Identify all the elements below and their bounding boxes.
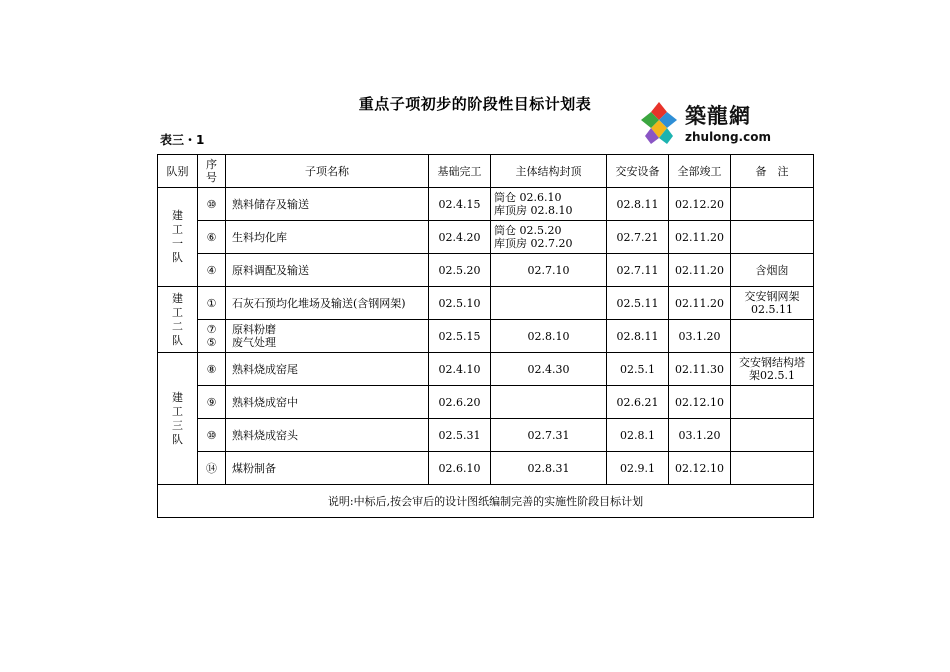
row-number: ⑧	[198, 353, 226, 386]
completion-date: 03.1.20	[669, 320, 731, 353]
item-name: 熟料烧成窑中	[226, 386, 429, 419]
equipment-date: 02.8.1	[607, 419, 669, 452]
note-row	[158, 485, 814, 518]
remark	[731, 221, 814, 254]
row-number: ①	[198, 287, 226, 320]
item-name: 原料粉磨 废气处理	[226, 320, 429, 353]
row-number: ④	[198, 254, 226, 287]
foundation-date: 02.6.20	[429, 386, 491, 419]
table-number: 表三・1	[160, 133, 205, 147]
logo-name: 築龍網	[685, 104, 751, 128]
completion-date: 02.11.20	[669, 221, 731, 254]
remark	[731, 188, 814, 221]
row-number: ⑭	[198, 452, 226, 485]
header-structure: 主体结构封顶	[491, 155, 607, 188]
team-cell: 建 工 一 队	[158, 188, 198, 287]
equipment-date: 02.9.1	[607, 452, 669, 485]
equipment-date: 02.5.1	[607, 353, 669, 386]
row-number: ⑥	[198, 221, 226, 254]
header-remark: 备 注	[731, 155, 814, 188]
structure-date: 02.4.30	[491, 353, 607, 386]
header-completion: 全部竣工	[669, 155, 731, 188]
structure-date: 02.8.10	[491, 320, 607, 353]
header-item-name: 子项名称	[226, 155, 429, 188]
completion-date: 02.11.20	[669, 287, 731, 320]
structure-date: 02.7.10	[491, 254, 607, 287]
zhulong-logo	[637, 98, 777, 148]
logo-site: zhulong.com	[685, 130, 771, 144]
item-name: 原料调配及输送	[226, 254, 429, 287]
completion-date: 03.1.20	[669, 419, 731, 452]
header-row	[158, 155, 814, 188]
equipment-date: 02.8.11	[607, 320, 669, 353]
team-cell: 建 工 三 队	[158, 353, 198, 485]
foundation-date: 02.5.10	[429, 287, 491, 320]
row-number: ⑨	[198, 386, 226, 419]
table-row	[158, 353, 814, 386]
structure-date	[491, 287, 607, 320]
foundation-date: 02.5.31	[429, 419, 491, 452]
remark	[731, 452, 814, 485]
structure-date: 筒仓 02.5.20 库顶房 02.7.20	[491, 221, 607, 254]
table-row	[158, 419, 814, 452]
completion-date: 02.11.20	[669, 254, 731, 287]
remark: 交安钢结构塔架02.5.1	[731, 353, 814, 386]
header-foundation: 基础完工	[429, 155, 491, 188]
header-number: 序号	[198, 155, 226, 188]
completion-date: 02.12.20	[669, 188, 731, 221]
table-row	[158, 188, 814, 221]
completion-date: 02.11.30	[669, 353, 731, 386]
table-row	[158, 452, 814, 485]
table-note: 说明:中标后,按会审后的设计图纸编制完善的实施性阶段目标计划	[158, 485, 814, 518]
foundation-date: 02.4.15	[429, 188, 491, 221]
row-number: ⑩	[198, 419, 226, 452]
equipment-date: 02.6.21	[607, 386, 669, 419]
table-row	[158, 254, 814, 287]
header-equipment: 交安设备	[607, 155, 669, 188]
plan-table	[157, 154, 814, 518]
remark	[731, 320, 814, 353]
structure-date	[491, 386, 607, 419]
pinwheel-logo-icon	[637, 98, 681, 148]
equipment-date: 02.5.11	[607, 287, 669, 320]
table-row	[158, 320, 814, 353]
foundation-date: 02.4.20	[429, 221, 491, 254]
item-name: 熟料烧成窑尾	[226, 353, 429, 386]
equipment-date: 02.8.11	[607, 188, 669, 221]
structure-date: 02.8.31	[491, 452, 607, 485]
remark: 交安钢网架 02.5.11	[731, 287, 814, 320]
item-name: 熟料烧成窑头	[226, 419, 429, 452]
remark	[731, 386, 814, 419]
row-number: ⑦ ⑤	[198, 320, 226, 353]
remark: 含烟囱	[731, 254, 814, 287]
table-row	[158, 221, 814, 254]
foundation-date: 02.5.15	[429, 320, 491, 353]
equipment-date: 02.7.11	[607, 254, 669, 287]
structure-date: 02.7.31	[491, 419, 607, 452]
remark	[731, 419, 814, 452]
team-cell: 建 工 二 队	[158, 287, 198, 353]
table-row	[158, 287, 814, 320]
completion-date: 02.12.10	[669, 452, 731, 485]
completion-date: 02.12.10	[669, 386, 731, 419]
page-title: 重点子项初步的阶段性目标计划表	[358, 95, 592, 113]
item-name: 生料均化库	[226, 221, 429, 254]
structure-date: 筒仓 02.6.10 库顶房 02.8.10	[491, 188, 607, 221]
foundation-date: 02.4.10	[429, 353, 491, 386]
foundation-date: 02.6.10	[429, 452, 491, 485]
item-name: 煤粉制备	[226, 452, 429, 485]
row-number: ⑩	[198, 188, 226, 221]
table-row	[158, 386, 814, 419]
foundation-date: 02.5.20	[429, 254, 491, 287]
equipment-date: 02.7.21	[607, 221, 669, 254]
item-name: 熟料储存及输送	[226, 188, 429, 221]
item-name: 石灰石预均化堆场及输送(含钢网架)	[226, 287, 429, 320]
header-team: 队别	[158, 155, 198, 188]
